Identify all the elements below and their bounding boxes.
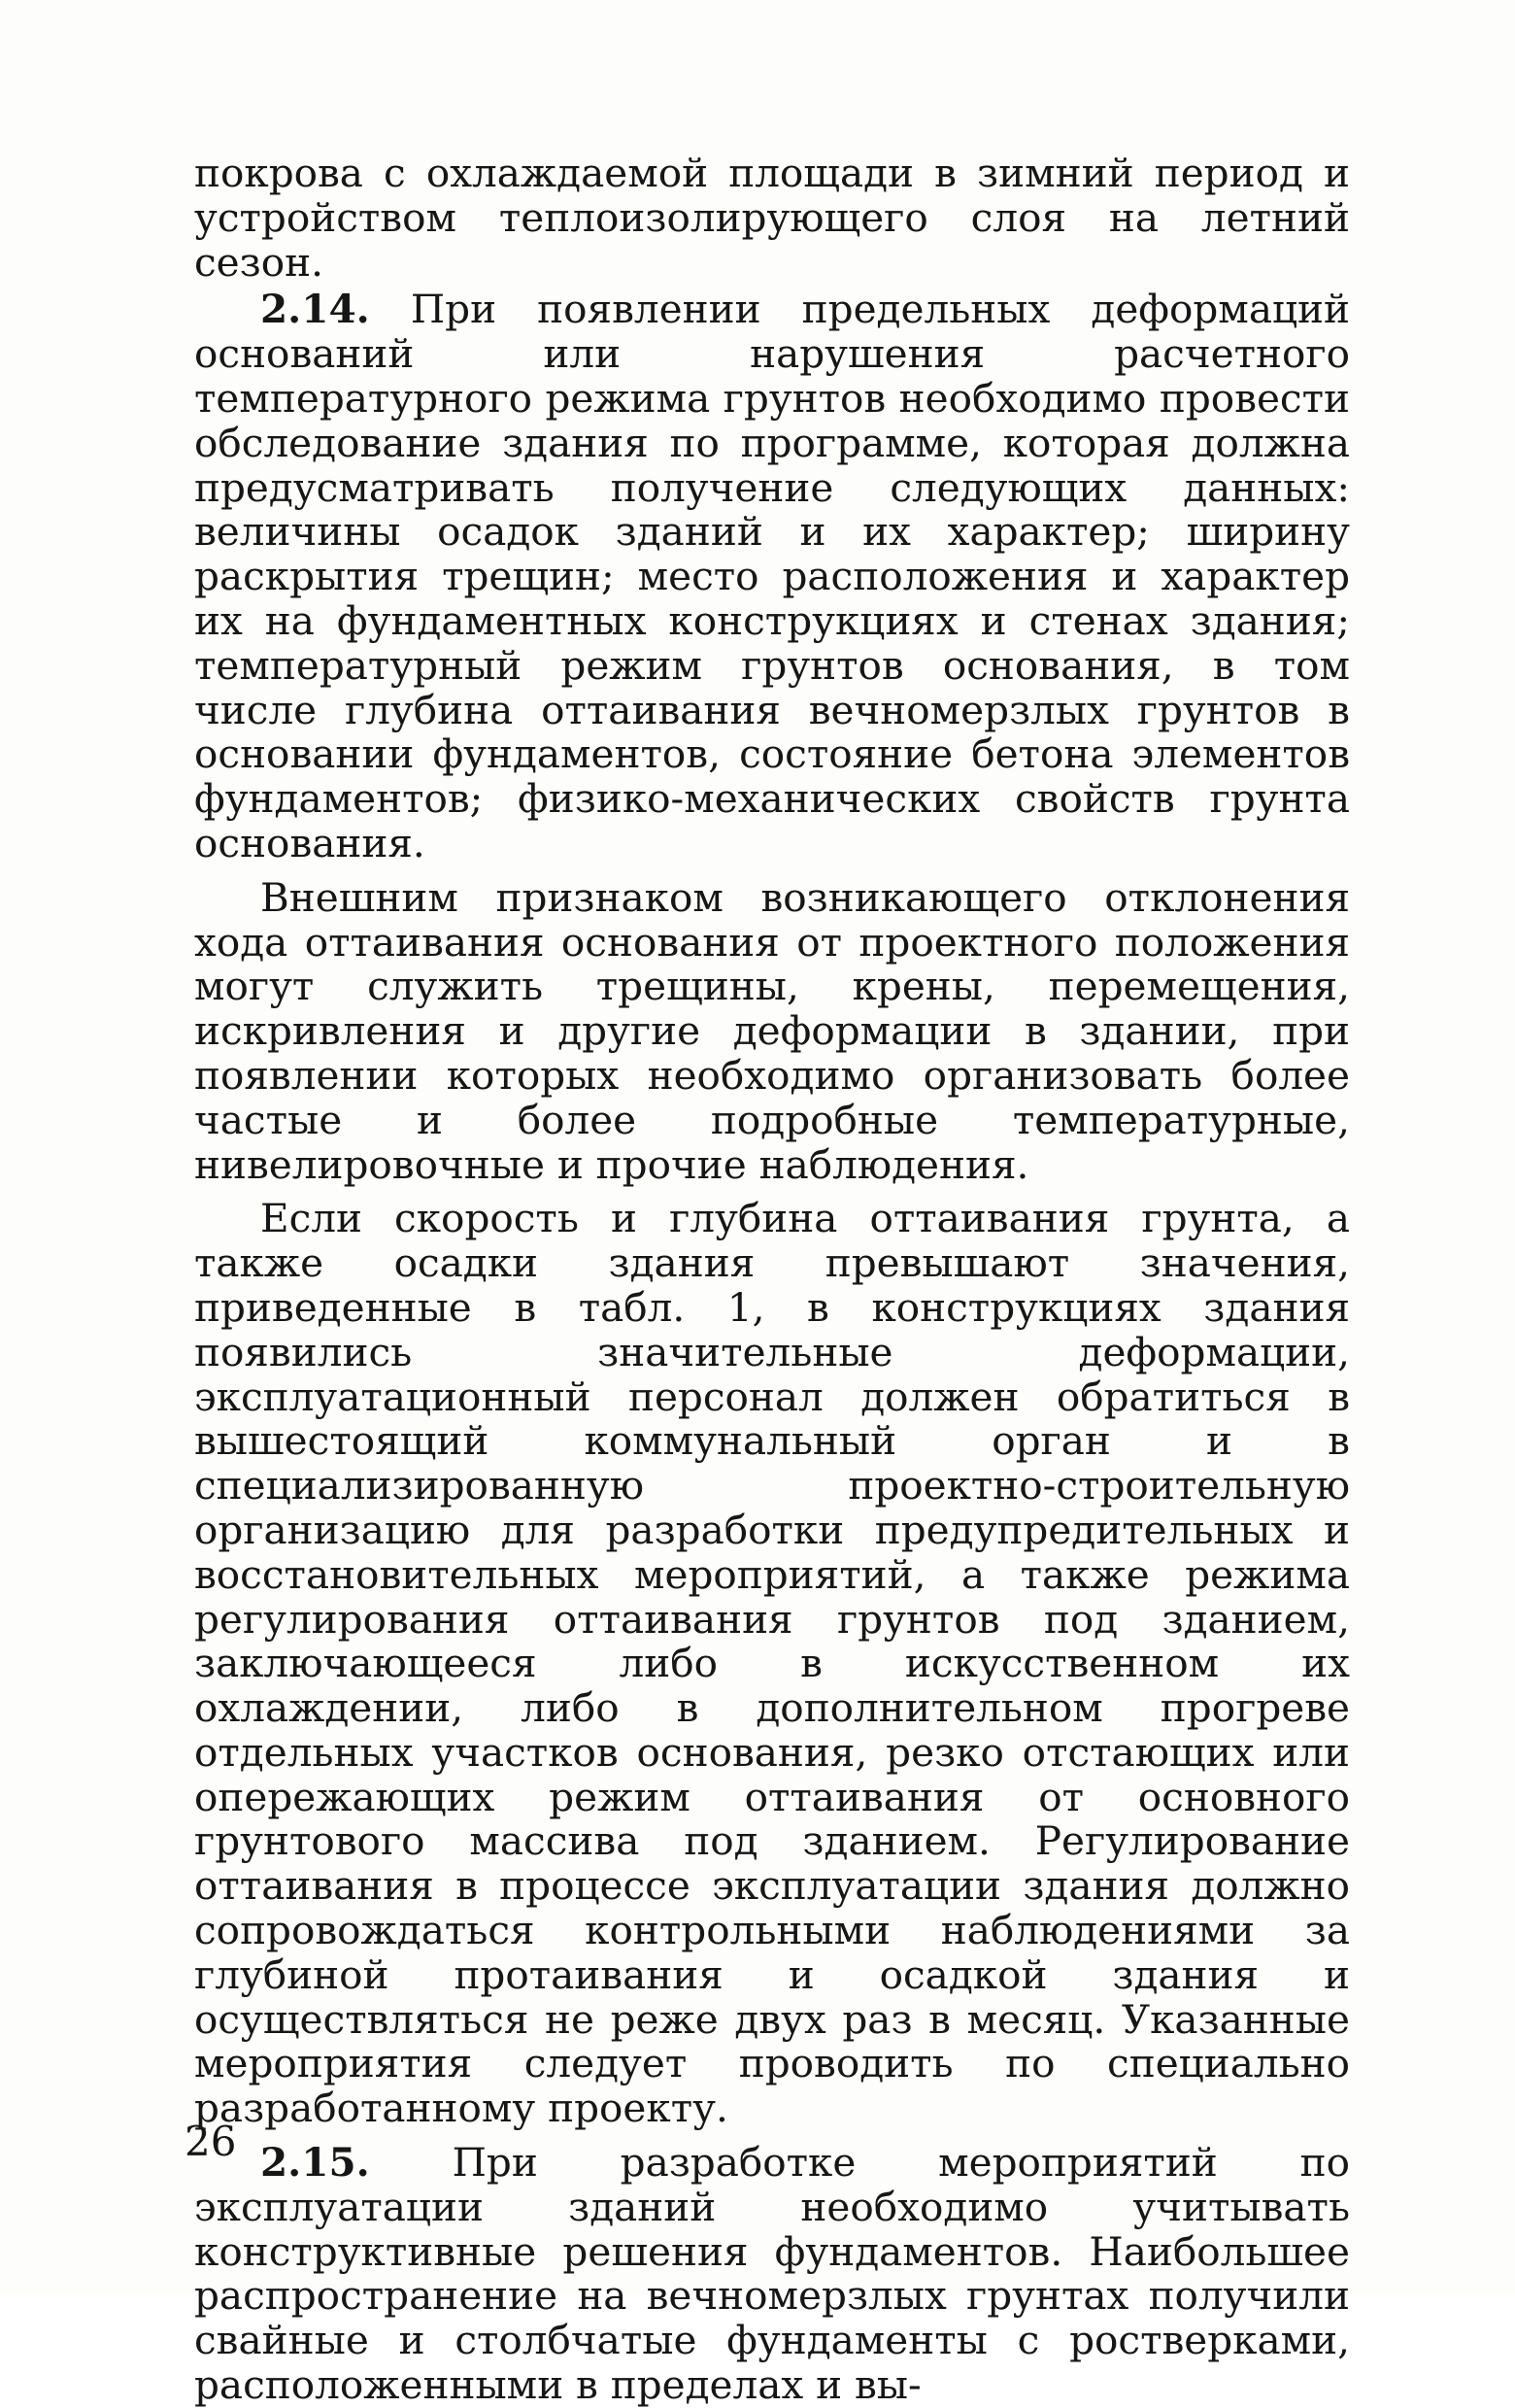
paragraph-continuation bbox=[194, 152, 1350, 285]
page-number: 26 bbox=[185, 2118, 237, 2165]
section-number: 2.14. bbox=[260, 286, 370, 333]
paragraph-2-14 bbox=[194, 288, 1350, 865]
paragraph-text: Внешним признаком возникающего отклонения хода оттаивания основания от проектного положения могут служить трещины, крены, перемещения, искривления и другие деформации в здании, при появлении которых необходимо организовать более частые и более подробные температурные, нивелировочные и прочие наблюдения. bbox=[194, 873, 1350, 1188]
paragraph-thaw-speed bbox=[194, 1197, 1350, 2131]
paragraph-2-15 bbox=[194, 2141, 1350, 2408]
body-text bbox=[194, 152, 1350, 2408]
paragraph-text: покрова с охлаждаемой площади в зимний период и устройством теплоизолирующего слоя на летний сезон. bbox=[194, 150, 1350, 286]
paragraph-text: При разработке мероприятий по эксплуатации зданий необходимо учитывать конструктивные решения фундаментов. Наибольшее распространение на вечномерзлых грунтах получили свайные и столбчатые фундаменты с ростверками, расположенными в пределах и вы- bbox=[194, 2139, 1350, 2408]
paragraph-external-signs bbox=[194, 873, 1350, 1188]
paragraph-text: Если скорость и глубина оттаивания грунта, а также осадки здания превышают значения, приведенные в табл. 1, в конструкциях здания появились значительные деформации, эксплуатационный персонал должен обратиться в вышестоящий коммунальный орган и в специализированную проектно-строительную организацию для разработки предупредительных и восстановительных мероприятий, а также режима регулирования оттаивания грунтов под зданием, заключающееся либо в искусственном их охлаждении, либо в дополнительном прогреве отдельных участков основания, резко отстающих или опережающих режим оттаивания от основного грунтового массива под зданием. Регулирование оттаивания в процессе эксплуатации здания должно сопровождаться контрольными наблюдениями за глубиной протаивания и осадкой здания и осуществляться не реже двух раз в месяц. Указанные мероприятия следует проводить по специально разработанному проекту. bbox=[194, 1195, 1350, 2132]
paragraph-text: При появлении предельных деформаций оснований или нарушения расчетного температурного режима грунтов необходимо провести обследование здания по программе, которая должна предусматривать получение следующих данных: величины осадок зданий и их характер; ширину раскрытия трещин; место расположения и характер их на фундаментных конструкциях и стенах здания; температурный режим грунтов основания, в том числе глубина оттаивания вечномерзлых грунтов в основании фундаментов, состояние бетона элементов фундаментов; физико-механических свойств грунта основания. bbox=[194, 286, 1350, 866]
section-number: 2.15. bbox=[260, 2139, 370, 2187]
